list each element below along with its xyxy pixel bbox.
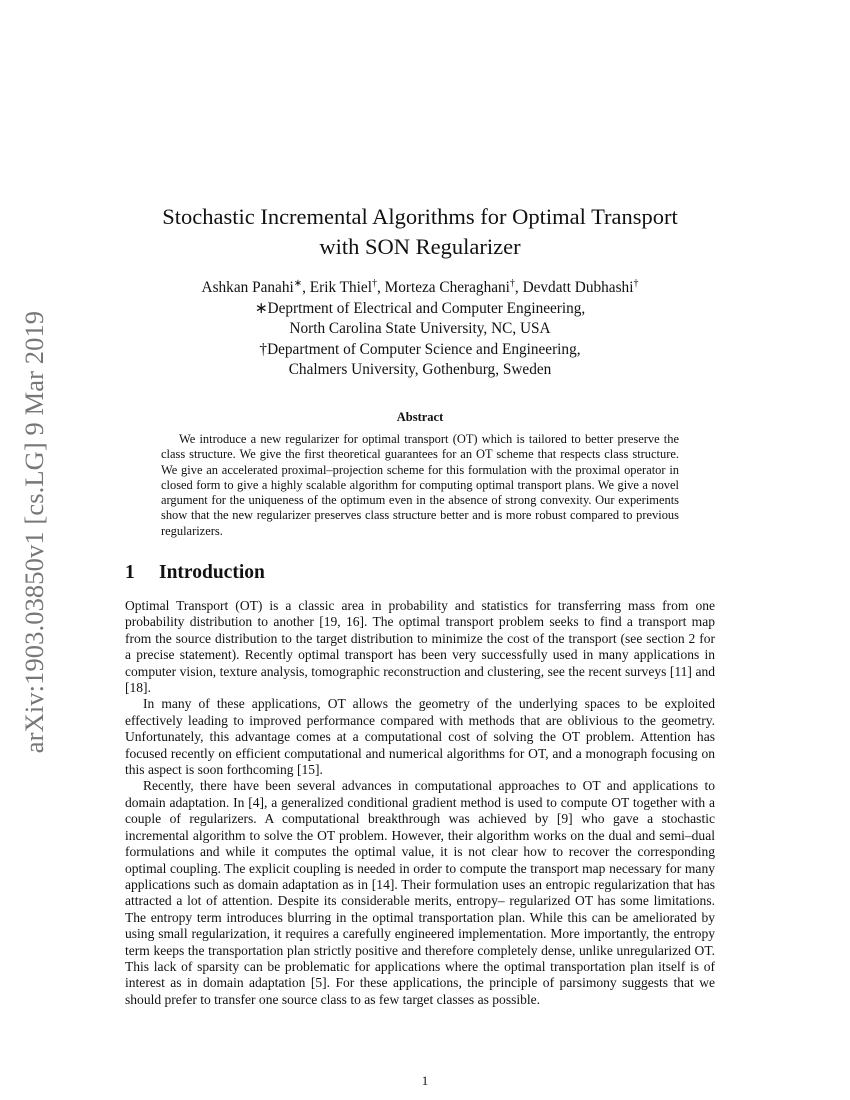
abstract-text: We introduce a new regularizer for optimal transport (OT) which is tailored to better preserve the class structure. We give the first theoretical guarantees for an OT scheme that respects class structure. We give an accelerated proximal–projection scheme for this formulation with the proximal operator in closed form to give a highly scalable algorithm for computing optimal transport plans. We give a novel argument for the uniqueness of the optimum even in the absence of strong convexity. Our experiments show that the new regularizer preserves class structure better and is more robust compared to previous regularizers. xyxy=(161,432,679,538)
affiliation-line: North Carolina State University, NC, USA xyxy=(289,320,551,337)
affiliation-line: Chalmers University, Gothenburg, Sweden xyxy=(288,361,552,378)
author-mark: † xyxy=(633,277,639,289)
body-paragraph: Recently, there have been several advances in computational approaches to OT and applications to domain adaptation. In [4], a generalized conditional gradient method is used to compute OT together with a couple of regularizers. A computational breakthrough was achieved by [9] who gave a stochastic incremental algorithm to solve the OT problem. However, their algorithm works on the dual and semi–dual formulations and while it computes the optimal value, it is not clear how to recover the corresponding optimal coupling. The explicit coupling is needed in order to compute the transport map necessary for many applications such as domain adaptation as in [14]. Their formulation uses an entropic regularization that has attracted a lot of attention. Despite its considerable merits, entropy– regularized OT has some limitations. The entropy term introduces blurring in the optimal transportation plan. While this can be ameliorated by using small regularization, it requires a carefully engineered implementation. More importantly, the entropy term keeps the transportation plan strictly positive and therefore completely dense, unlike unregularized OT. This lack of sparsity can be problematic for applications where the optimal transportation plan itself is of interest as in domain adaptation [5]. For these applications, the principle of parsimony suggests that we should prefer to transfer one source class to as few target classes as possible. xyxy=(125,778,715,1007)
page-number: 1 xyxy=(421,1073,429,1088)
title-line-1: Stochastic Incremental Algorithms for Optimal Transport xyxy=(162,204,678,229)
author-mark: † xyxy=(371,277,377,289)
author-mark: ∗ xyxy=(293,277,303,289)
author-names: Ashkan Panahi∗, Erik Thiel†, Morteza Cheraghani†, Devdatt Dubhashi† xyxy=(201,277,639,296)
affiliation-line: †Department of Computer Science and Engineering, xyxy=(259,340,581,358)
section-number: 1 xyxy=(125,562,135,583)
author-name: Morteza Cheraghani xyxy=(384,279,510,296)
arxiv-identifier-stamp: arXiv:1903.03850v1 [cs.LG] 9 Mar 2019 xyxy=(19,310,49,754)
body-paragraph: Optimal Transport (OT) is a classic area in probability and statistics for transferring mass from one probability distribution to another [19, 16]. The optimal transport problem seeks to find a transport map from the source distribution to the target distribution to minimize the cost of the transport (see section 2 for a precise statement). Recently optimal transport has been very successfully used in many applications in computer vision, texture analysis, tomographic reconstruction and clustering, see the recent surveys [11] and [18]. xyxy=(125,598,715,696)
section-heading xyxy=(125,562,265,584)
author-name: Devdatt Dubhashi xyxy=(522,279,634,296)
author-block xyxy=(95,278,745,381)
affiliation-line: ∗Deprtment of Electrical and Computer Engineering, xyxy=(254,299,586,317)
section-title: Introduction xyxy=(159,562,265,583)
author-name: Ashkan Panahi xyxy=(201,279,294,296)
body-paragraph: In many of these applications, OT allows the geometry of the underlying spaces to be exploited effectively leading to improved performance compared with methods that are oblivious to the geometry. Unfortunately, this advantage comes at a computational cost of solving the OT problem. Attention has focused recently on efficient computational and numerical algorithms for OT, and a monograph focusing on this aspect is soon forthcoming [15]. xyxy=(125,696,715,778)
title-line-2: with SON Regularizer xyxy=(319,234,521,259)
abstract-heading: Abstract xyxy=(396,410,444,424)
author-mark: † xyxy=(509,277,515,289)
author-name: Erik Thiel xyxy=(309,279,372,296)
paper-title xyxy=(95,202,745,262)
introduction-body xyxy=(125,598,715,1008)
